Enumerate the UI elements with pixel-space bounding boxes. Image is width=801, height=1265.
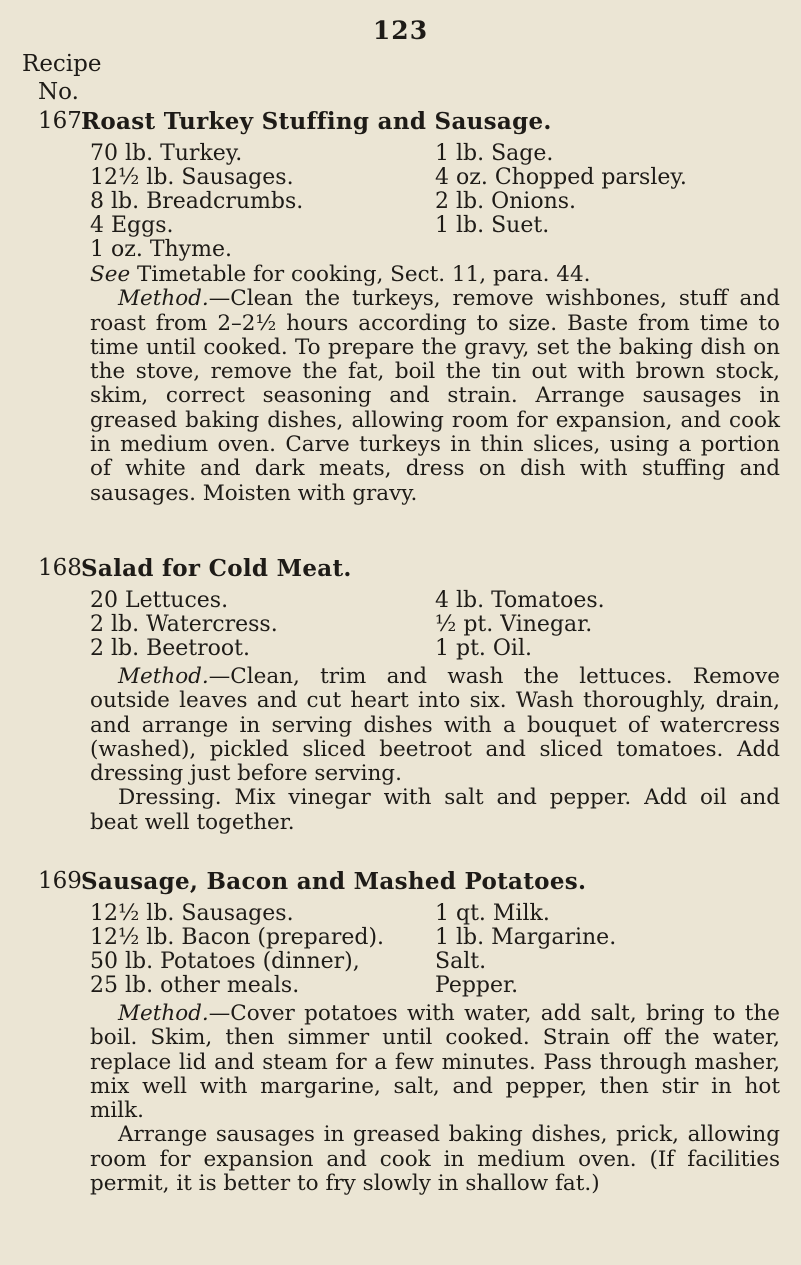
ingredient: 2 lb. Beetroot. bbox=[90, 636, 250, 661]
recipe-label: Recipe bbox=[22, 51, 102, 77]
ingredient: 1 oz. Thyme. bbox=[90, 237, 232, 262]
ingredient: 1 qt. Milk. bbox=[435, 901, 550, 926]
ingredient: 4 oz. Chopped parsley. bbox=[435, 165, 687, 190]
method-paragraph bbox=[90, 665, 780, 786]
ingredient: 4 Eggs. bbox=[90, 213, 174, 238]
ingredient-list bbox=[90, 142, 780, 262]
ingredient: 12½ lb. Bacon (prepared). bbox=[90, 925, 385, 950]
ingredient: 4 lb. Tomatoes. bbox=[435, 588, 605, 613]
note-text: Timetable for cooking, Sect. 11, para. 44. bbox=[130, 262, 591, 287]
method-paragraph bbox=[90, 1002, 780, 1123]
ingredient: 25 lb. other meals. bbox=[90, 973, 300, 998]
method-body: —Cover potatoes with water, add salt, bring to the boil. Skim, then simmer until cooked. Strain off the water, replace lid and steam for a few minutes. Pass through masher, mix well with margarine, salt, and pepper, then stir in hot milk. bbox=[90, 1001, 780, 1124]
method-body: —Clean the turkeys, remove wishbones, stuff and roast from 2–2½ hours according to size. Baste from time to time until cooked. To prepare the gravy, set the baking dish on the stove, remove the fat, boil the tin out with brown stock, skim, correct seasoning and strain. Arrange sausages in greased baking dishes, allowing room for expansion, and cook in medium oven. Carve turkeys in thin slices, using a portion of white and dark meats, dress on dish with stuffing and sausages. Moisten with gravy. bbox=[90, 286, 780, 506]
recipe-number: 167 bbox=[38, 108, 82, 134]
page-number: 123 bbox=[372, 16, 429, 45]
ingredient: 2 lb. Watercress. bbox=[90, 612, 278, 637]
ingredient-list bbox=[90, 902, 780, 998]
timetable-note bbox=[90, 263, 780, 287]
ingredient: 2 lb. Onions. bbox=[435, 189, 577, 214]
ingredient: 1 lb. Sage. bbox=[435, 141, 554, 166]
ingredient: Pepper. bbox=[435, 973, 519, 998]
method-label: Method. bbox=[118, 664, 209, 689]
note-prefix: See bbox=[90, 262, 131, 287]
recipe-number: 168 bbox=[38, 555, 82, 581]
ingredient: 12½ lb. Sausages. bbox=[90, 901, 294, 926]
ingredient: 70 lb. Turkey. bbox=[90, 141, 243, 166]
ingredient: 8 lb. Breadcrumbs. bbox=[90, 189, 304, 214]
ingredient: Salt. bbox=[435, 949, 487, 974]
method-text bbox=[90, 1002, 780, 1196]
recipe-number: 169 bbox=[38, 868, 82, 894]
method-text bbox=[90, 665, 780, 835]
recipe-title: Roast Turkey Stuffing and Sausage. bbox=[81, 108, 552, 135]
no-label: No. bbox=[38, 79, 79, 106]
ingredient bbox=[435, 238, 780, 262]
ingredient: 1 lb. Margarine. bbox=[435, 925, 617, 950]
dressing-paragraph: Dressing. Mix vinegar with salt and pepper. Add oil and beat well together. bbox=[90, 785, 780, 835]
ingredient: 1 pt. Oil. bbox=[435, 636, 533, 661]
ingredient-list bbox=[90, 589, 780, 661]
ingredient: ½ pt. Vinegar. bbox=[435, 612, 593, 637]
method-paragraph bbox=[90, 287, 780, 506]
recipe-title: Sausage, Bacon and Mashed Potatoes. bbox=[81, 868, 587, 895]
ingredient: 50 lb. Potatoes (dinner), bbox=[90, 949, 360, 974]
ingredient: 20 Lettuces. bbox=[90, 588, 229, 613]
method-label: Method. bbox=[118, 286, 209, 312]
recipe-title: Salad for Cold Meat. bbox=[81, 555, 352, 582]
ingredient: 12½ lb. Sausages. bbox=[90, 165, 294, 190]
ingredient: 1 lb. Suet. bbox=[435, 213, 550, 238]
sausage-paragraph: Arrange sausages in greased baking dishes, prick, allowing room for expansion and cook in medium oven. (If facilities permit, it is better to fry slowly in shallow fat.) bbox=[90, 1122, 780, 1197]
recipe-column-heading bbox=[22, 50, 102, 106]
method-label: Method. bbox=[118, 1001, 209, 1026]
method-body: —Clean, trim and wash the lettuces. Remove outside leaves and cut heart into six. Wash thoroughly, drain, and arrange in serving dishes with a bouquet of watercress (washed), pickled sliced beetroot and sliced tomatoes. Add dressing just before serving. bbox=[90, 664, 780, 787]
method-text bbox=[90, 263, 780, 506]
